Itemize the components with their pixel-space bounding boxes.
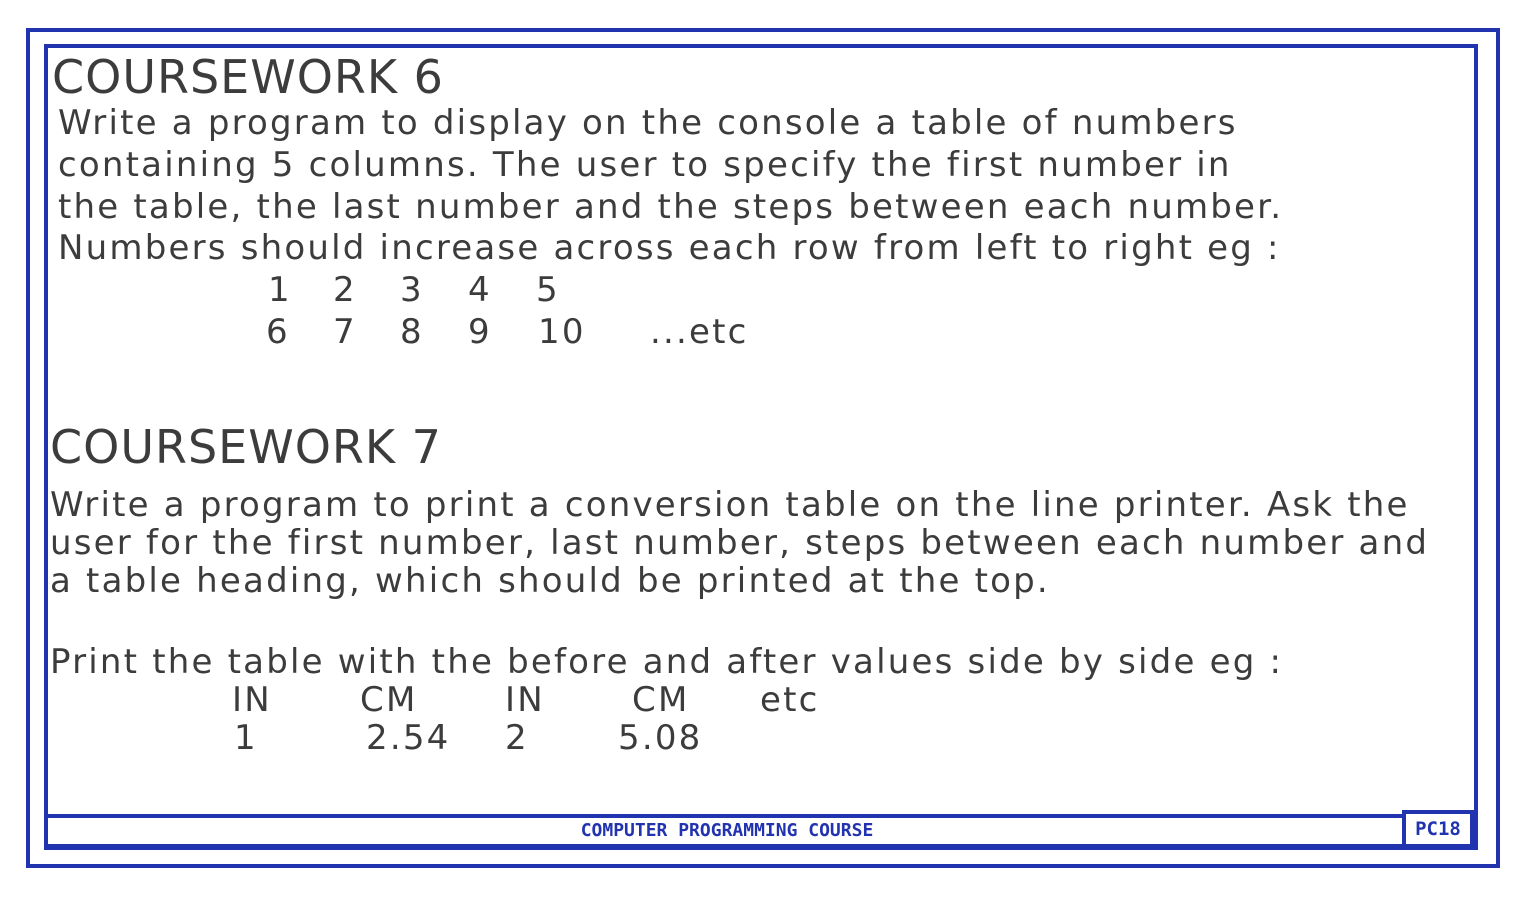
cw7-example-cell: etc	[760, 680, 820, 720]
cw6-example-cell: 10	[538, 312, 586, 352]
cw6-example-cell: 2	[333, 270, 357, 310]
cw6-line: containing 5 columns. The user to specify the first number in	[58, 145, 1232, 185]
cw6-line: Write a program to display on the console a table of numbers	[58, 103, 1238, 143]
cw7-example-cell: 2.54	[366, 718, 451, 758]
cw7-example-cell: IN	[232, 680, 272, 720]
footer-bar	[44, 814, 1406, 848]
cw7-example-cell: CM	[360, 680, 418, 720]
cw7-example-cell: 5.08	[618, 718, 703, 758]
sheet-code: PC18	[1402, 810, 1474, 848]
cw7-example-cell: 2	[505, 718, 529, 758]
cw6-example-cell: 4	[468, 270, 492, 310]
cw6-line: Numbers should increase across each row from left to right eg :	[58, 228, 1281, 268]
cw6-example-cell: 9	[468, 312, 492, 352]
cw7-example-cell: 1	[234, 718, 258, 758]
cw6-line: the table, the last number and the steps between each number.	[58, 187, 1284, 227]
cw7-line: user for the first number, last number, steps between each number and	[50, 523, 1430, 563]
cw7-example-cell: IN	[505, 680, 545, 720]
cw6-example-cell: 6	[266, 312, 290, 352]
cw6-example-cell: ...etc	[650, 312, 749, 352]
cw7-line: Write a program to print a conversion table on the line printer. Ask the	[50, 485, 1410, 525]
cw6-example-cell: 1	[268, 270, 292, 310]
cw7-line: a table heading, which should be printed at the top.	[50, 561, 1050, 601]
cw6-example-cell: 7	[333, 312, 357, 352]
cw6-example-cell: 3	[400, 270, 424, 310]
coursework-6-title: COURSEWORK 6	[52, 50, 444, 104]
coursework-7-title: COURSEWORK 7	[50, 420, 442, 474]
cw6-example-cell: 5	[536, 270, 560, 310]
cw7-example-cell: CM	[632, 680, 690, 720]
cw7-line: Print the table with the before and after values side by side eg :	[50, 642, 1284, 682]
course-label: COMPUTER PROGRAMMING COURSE	[580, 820, 874, 841]
cw6-example-cell: 8	[400, 312, 424, 352]
